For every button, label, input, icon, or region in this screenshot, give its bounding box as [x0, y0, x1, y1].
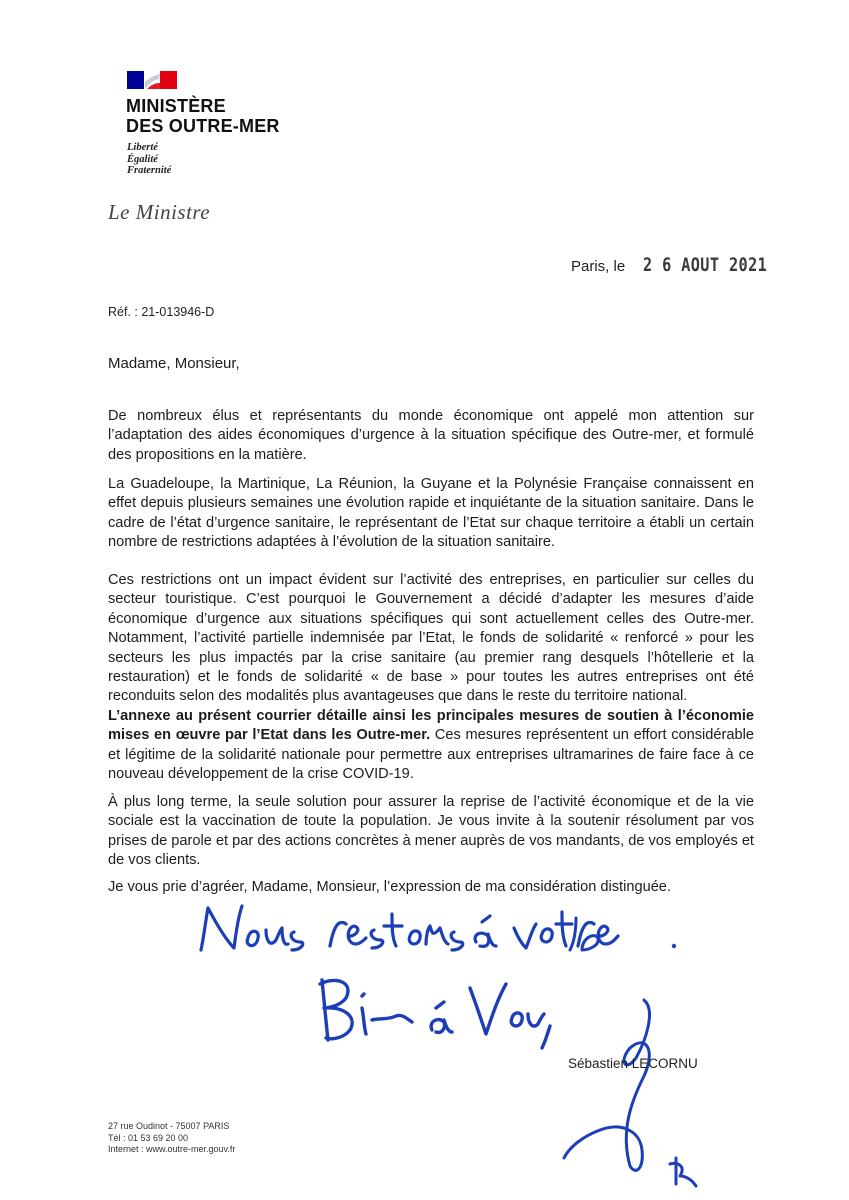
date-stamp: 2 6 AOUT 2021 — [643, 254, 768, 276]
signer-name: Sébastien LECORNU — [568, 1056, 698, 1071]
salutation: Madame, Monsieur, — [108, 355, 240, 372]
closing-formula: Je vous prie d’agréer, Madame, Monsieur, l’expression de ma considération distinguée. — [108, 879, 671, 895]
reference-number: Réf. : 21-013946-D — [108, 305, 215, 319]
ministry-name — [126, 96, 280, 136]
paragraph-4-bold: L’annexe au présent courrier détaille ainsi les principales mesures de soutien à l’économie mises en œuvre par l’Etat dans les Outre-mer. — [108, 708, 754, 744]
paragraph-1: De nombreux élus et représentants du monde économique ont appelé mon attention sur l’adaptation des aides économiques d’urgence à la situation spécifique des Outre-mer, et formulé des propositions en la matière. — [108, 408, 754, 463]
footer-website: Internet : www.outre-mer.gouv.fr — [108, 1144, 236, 1154]
ministry-line-2: DES OUTRE-MER — [126, 116, 280, 136]
republic-motto — [127, 142, 171, 177]
paragraph-4-rest: Ces mesures représentent un effort considérable et légitime de la solidarité nationale pour permettre aux entreprises ultramarines de faire face à ce nouveau développement de la crise COVID-19. — [108, 727, 754, 783]
motto-egalite: Égalité — [127, 153, 158, 165]
paragraph-5: À plus long terme, la seule solution pour assurer la reprise de l’activité économique et de la vie sociale est la vaccination de toute la population. Je vous invite à la soutenir résolument par vos prises de parole et par des actions concrètes à mener auprès de vos mandants, de vos employés et de vos clients. — [108, 794, 754, 869]
motto-liberte: Liberté — [127, 142, 158, 153]
marianne-flag-logo — [127, 71, 177, 89]
ministry-line-1: MINISTÈRE — [126, 96, 226, 116]
signature — [560, 990, 710, 1190]
date-line — [571, 254, 799, 276]
date-prefix: Paris, le — [571, 258, 626, 275]
minister-title: Le Ministre — [108, 200, 211, 224]
handwritten-line-1 — [196, 898, 682, 962]
handwritten-line-2 — [316, 972, 556, 1050]
footer-contact — [108, 1121, 235, 1156]
footer-address: 27 rue Oudinot - 75007 PARIS — [108, 1121, 230, 1131]
paragraph-4 — [108, 707, 754, 785]
footer-phone: Tél : 01 53 69 20 00 — [108, 1132, 189, 1143]
paragraph-2: La Guadeloupe, la Martinique, La Réunion, la Guyane et la Polynésie Française connaissent en effet depuis plusieurs semaines une évolution rapide et inquiétante de la situation sanitaire. Dans le cadre de l’état d’urgence sanitaire, le représentant de l’Etat sur chaque territoire a établi un certain nombre de restrictions adaptées à l’évolution de la situation sanitaire. — [108, 476, 754, 551]
motto-fraternite: Fraternité — [127, 165, 172, 176]
paragraph-3: Ces restrictions ont un impact évident sur l’activité des entreprises, en particulier sur celles du secteur touristique. C’est pourquoi le Gouvernement a décidé d’adapter les mesures d’aide économique d’urgence aux situations spécifiques qui sont actuellement celles des Outre-mer. Notamment, l’activité partielle indemnisée par l’Etat, le fonds de solidarité « renforcé » pour les secteurs les plus impactés par la crise sanitaire (au premier rang desquels l’hôtellerie et la restauration) et le fonds de solidarité « de base » pour toutes les autres entreprises ont été reconduits selon des modalités plus avantageuses que dans le reste du territoire national. — [108, 572, 754, 705]
